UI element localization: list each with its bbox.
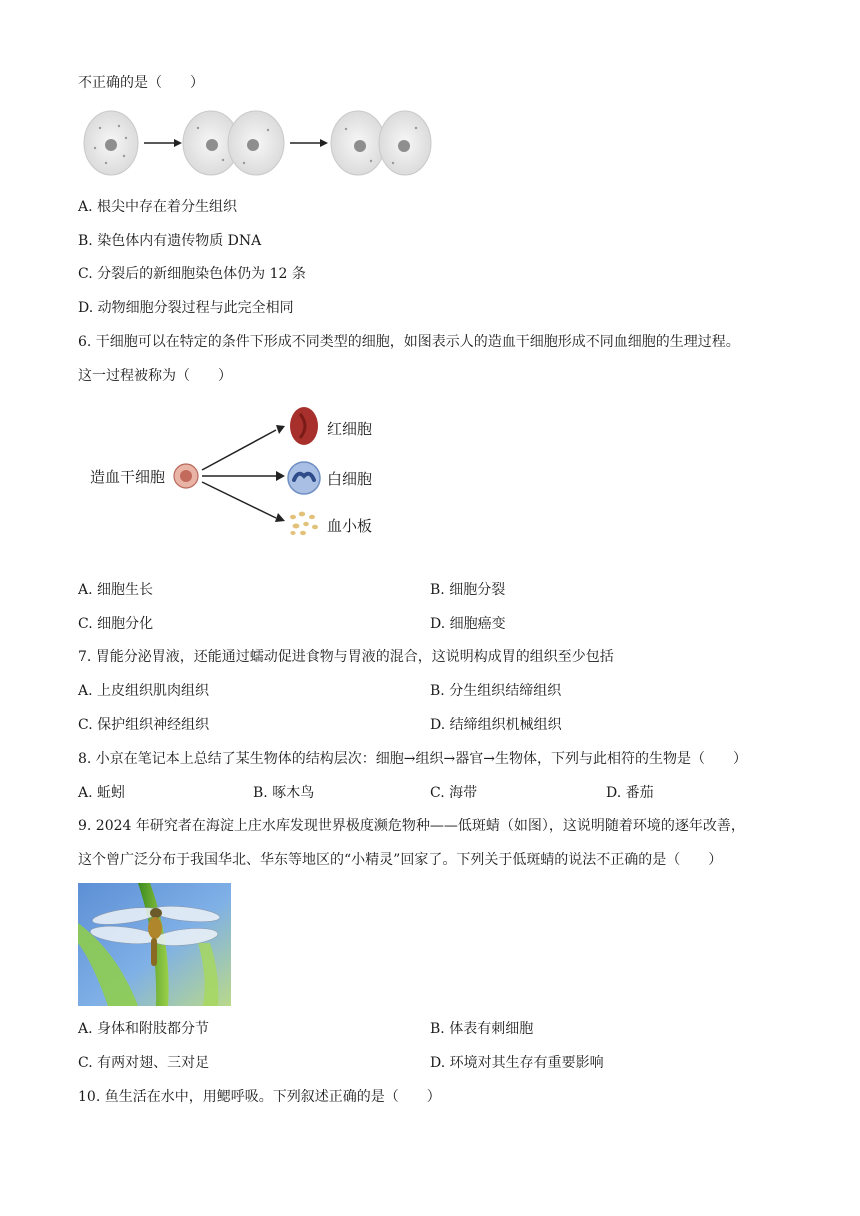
- dividing-cell: [183, 111, 284, 175]
- dragonfly-photo: [78, 883, 231, 1006]
- q10-stem: 10. 鱼生活在水中，用鳃呼吸。下列叙述正确的是（ ）: [78, 1089, 441, 1105]
- stem-cell-icon: [174, 464, 198, 488]
- white-cell-label: 白细胞: [327, 470, 373, 488]
- stem-cell-label: 造血干细胞: [90, 468, 166, 486]
- q6-option-b: B. 细胞分裂: [430, 582, 506, 598]
- q8-option-c: C. 海带: [430, 785, 478, 801]
- q9-option-d: D. 环境对其生存有重要影响: [430, 1055, 604, 1071]
- q7-option-d: D. 结缔组织机械组织: [430, 717, 562, 733]
- parent-cell: [84, 111, 138, 175]
- q6-stem-line2: 这一过程被称为（ ）: [78, 368, 232, 384]
- q7-option-c: C. 保护组织神经组织: [78, 717, 210, 733]
- white-blood-cell-icon: [288, 462, 320, 494]
- platelet-icon: [290, 512, 318, 536]
- q6-option-a: A. 细胞生长: [78, 582, 154, 598]
- q9-option-b: B. 体表有刺细胞: [430, 1021, 534, 1037]
- q8-option-a: A. 蚯蚓: [78, 785, 126, 801]
- blood-cell-differentiation-figure: [86, 400, 396, 550]
- q7-option-a: A. 上皮组织肌肉组织: [78, 683, 210, 699]
- q9-stem-line1: 9. 2024 年研究者在海淀上庄水库发现世界极度濒危物种——低斑蜻（如图），这说明随着环境的逐年改善，: [78, 818, 745, 834]
- red-cell-label: 红细胞: [327, 420, 373, 438]
- q5-option-a: A. 根尖中存在着分生组织: [78, 199, 238, 215]
- q5-option-d: D. 动物细胞分裂过程与此完全相同: [78, 300, 294, 316]
- arrow-icon: [290, 139, 328, 147]
- platelet-label: 血小板: [327, 517, 373, 535]
- q6-option-d: D. 细胞癌变: [430, 616, 506, 632]
- red-blood-cell-icon: [290, 407, 318, 445]
- q7-option-b: B. 分生组织结缔组织: [430, 683, 562, 699]
- q6-stem-line1: 6. 干细胞可以在特定的条件下形成不同类型的细胞，如图表示人的造血干细胞形成不同血细胞的生理过程。: [78, 334, 740, 350]
- q5-option-c: C. 分裂后的新细胞染色体仍为 12 条: [78, 266, 306, 282]
- q8-option-d: D. 番茄: [606, 785, 654, 801]
- arrow-icon: [144, 139, 182, 147]
- daughter-cells: [331, 111, 431, 175]
- cell-division-figure: [78, 108, 438, 178]
- q5-stem-tail: 不正确的是（ ）: [78, 75, 204, 91]
- q8-stem: 8. 小京在笔记本上总结了某生物体的结构层次：细胞→组织→器官→生物体，下列与此相符的生物是（ ）: [78, 751, 747, 767]
- q9-stem-line2: 这个曾广泛分布于我国华北、华东等地区的“小精灵”回家了。下列关于低斑蜻的说法不正确的是（ ）: [78, 852, 723, 868]
- q9-option-c: C. 有两对翅、三对足: [78, 1055, 210, 1071]
- q5-option-b: B. 染色体内有遗传物质 DNA: [78, 233, 262, 249]
- q7-stem: 7. 胃能分泌胃液，还能通过蠕动促进食物与胃液的混合，这说明构成胃的组织至少包括: [78, 649, 614, 665]
- q8-option-b: B. 啄木鸟: [253, 785, 315, 801]
- q9-option-a: A. 身体和附肢都分节: [78, 1021, 210, 1037]
- q6-option-c: C. 细胞分化: [78, 616, 154, 632]
- arrows: [202, 430, 276, 518]
